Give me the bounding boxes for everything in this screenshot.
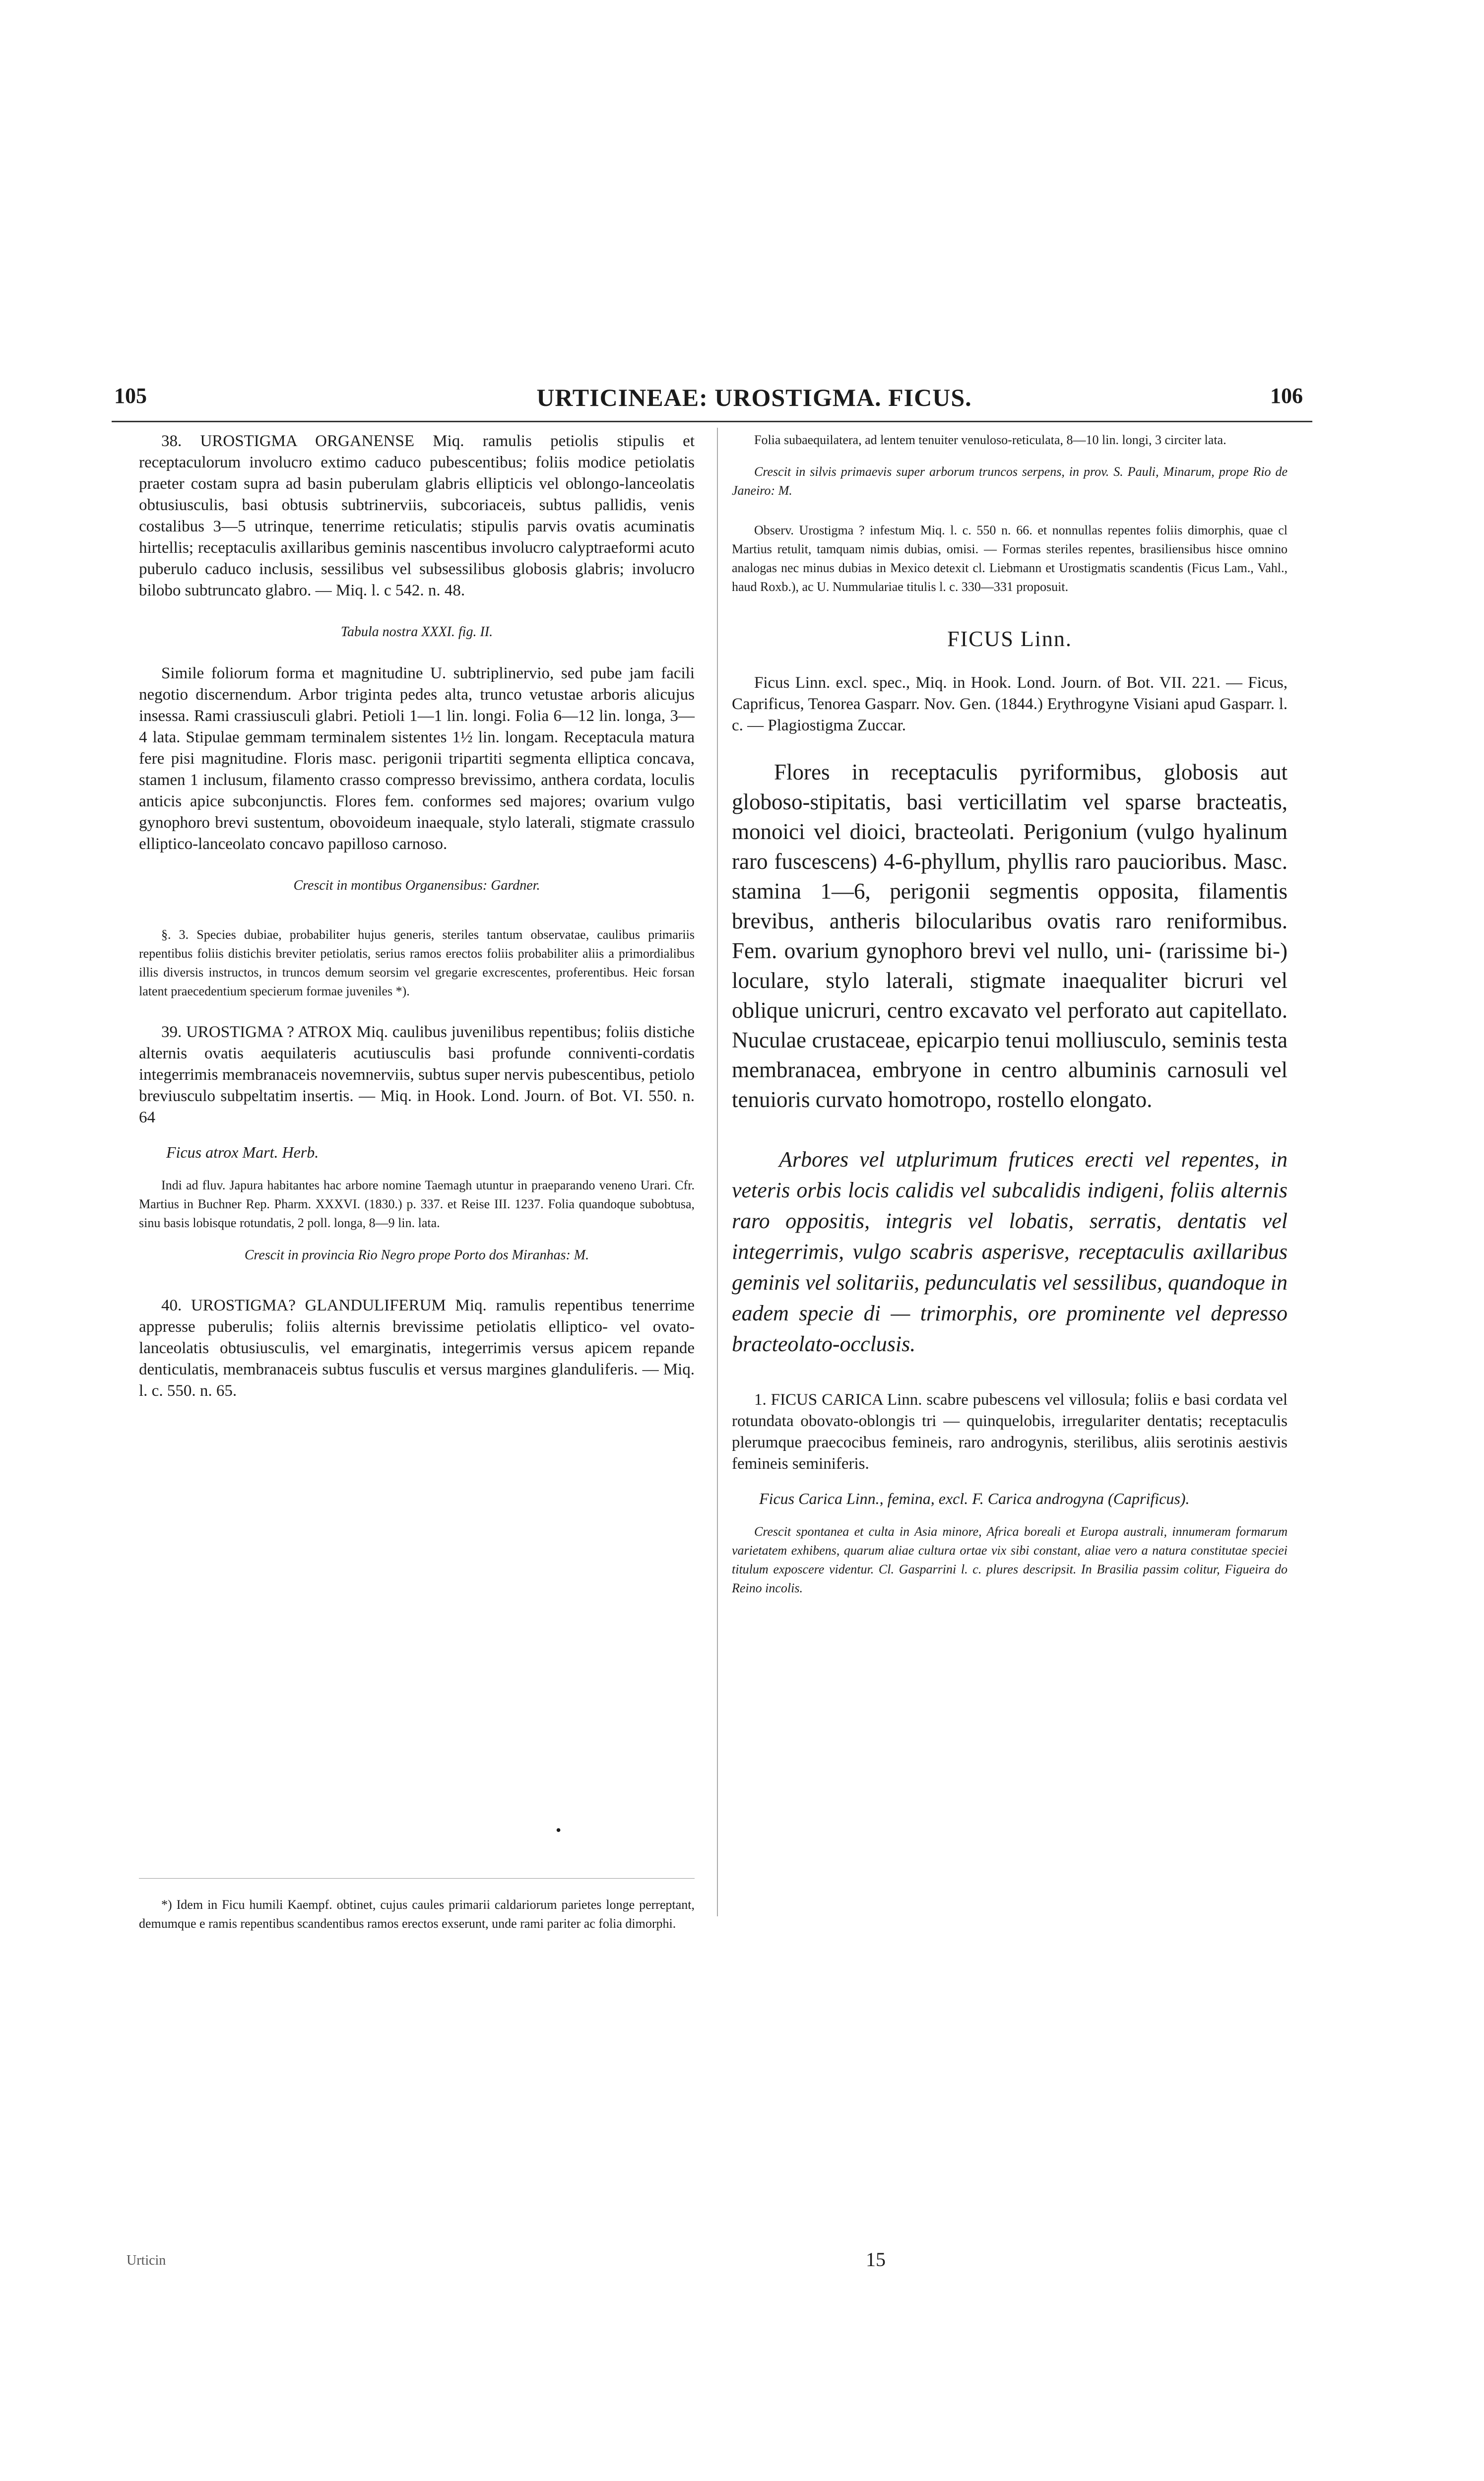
species-39-diagnosis: 39. UROSTIGMA ? ATROX Miq. caulibus juvenilibus repentibus; foliis distiche alternis ovatis aequilateris acutiusculis basi profunde conniventi-cordatis integerrimis membranaceis novemnerviis, subtus super nervis pubescentibus, petiolo breviusculo subpeltatim insertis. — Miq. in Hook. Lond. Journ. of Bot. VI. 550. n. 64	[139, 1023, 695, 1126]
page-number-left: 105	[114, 384, 147, 408]
section-3-dubious: §. 3. Species dubiae, probabiliter hujus generis, steriles tantum observatae, caulibus primariis repentibus foliis distichis breviter petiolatis, serius ramos erectos foliis probabiliter aliis a primordialibus illis diversis instructos, in truncos demum seorsim vel gregarie excrescentes, proferentibus. Heic forsan latent praecedentium specierum formae juveniles *).	[139, 927, 695, 998]
column-divider	[717, 428, 718, 1916]
running-head: URTICINEAE: UROSTIGMA. FICUS.	[536, 384, 972, 411]
species-39-note: Indi ad fluv. Japura habitantes hac arbore nomine Taemagh utuntur in praeparando veneno Urari. Cfr. Martius in Buchner Rep. Pharm. XXXVI. (1830.) p. 337. et Reise III. 1237. Folia quandoque subobtusa, sinu basis lobisque rotundatis, 2 poll. longa, 8—9 lin. lata.	[139, 1178, 695, 1230]
genus-synonymy: Ficus Linn. excl. spec., Miq. in Hook. Lond. Journ. of Bot. VII. 221. — Ficus, Caprificus, Tenorea Gasparr. Nov. Gen. (1844.) Erythrogyne Visiani apud Gasparr. l. c. — Plagiostigma Zuccar.	[732, 674, 1288, 734]
genus-description: Flores in receptaculis pyriformibus, globosis aut globoso-stipitatis, basi verticillatim vel sparse bracteatis, monoici vel dioici, bracteolati. Perigonium (vulgo hyalinum raro fuscescens) 4-6-phyllum, phyllis raro paucioribus. Masc. stamina 1—6, perigonii segmentis opposita, filamentis brevibus, antheris bilocularibus ovatis raro reniformibus. Fem. ovarium gynophoro brevi vel nullo, uni- (rarissime bi-) loculare, stylo laterali, stigmate inaequaliter bicruri vel oblique unicruri, centro excavato vel perforato aut capitellato. Nuculae crustaceae, epicarpio tenui molliusculo, seminis testa membranacea, embryone in centro albuminis carnosuli vel tenuioris curvato homotropo, rostello elongato.	[732, 760, 1288, 1112]
species-38-locality: Crescit in montibus Organensibus: Gardner.	[293, 878, 540, 893]
footnote-rule	[139, 1878, 695, 1879]
genus-title: FICUS Linn.	[947, 627, 1072, 651]
genus-habit: Arbores vel utplurimum frutices erecti vel repentes, in veteris orbis locis calidis vel subcalidis indigeni, foliis alternis raro oppositis, integris vel lobatis, serratis, dentatis vel integerrimis, vulgo scabris asperisve, receptaculis axillaribus geminis vel solitariis, pedunculatis vel sessilibus, quandoque in eadem specie di — trimorphis, ore prominente vel depresso bracteolato-occlusis.	[732, 1147, 1288, 1356]
header-rule	[112, 421, 1312, 422]
left-column	[139, 431, 695, 1402]
species-38-description: Simile foliorum forma et magnitudine U. subtriplinervio, sed pube jam facili negotio discernendum. Arbor triginta pedes alta, trunco vetustae arboris alicujus insessa. Rami crassiusculi glabri. Petioli 1—1 lin. longi. Folia 6—12 lin. longa, 3—4 lata. Stipulae gemmam terminalem sistentes 1½ lin. longam. Receptacula matura fere pisi magnitudine. Floris masc. perigonii tripartiti segmenta elliptica concava, stamen 1 inclusum, filamento crasso compresso brevissimo, anthera cordata, loculis anticis apice subconjunctis. Flores fem. conformes sed majores; ovarium vulgo gynophoro brevi sustentum, obovoideum inaequale, stylo laterali, stigmate crassulo elliptico-lanceolato concavo papilloso carnoso.	[139, 664, 695, 853]
species-40-diagnosis: 40. UROSTIGMA? GLANDULIFERUM Miq. ramulis repentibus tenerrime appresse puberulis; foliis alternis brevissime petiolatis elliptico- vel ovato-lanceolatis obtusiusculis, vel emarginatis, integerrimis versus apicem repande denticulatis, membranaceis subtus fusculis et versus margines glanduliferis. — Miq. l. c. 550. n. 65.	[139, 1297, 695, 1400]
stray-mark: •	[556, 1821, 562, 1839]
species-38-diagnosis: 38. UROSTIGMA ORGANENSE Miq. ramulis petiolis stipulis et receptaculorum involucro extimo caduco pubescentibus; foliis modice petiolatis praeter costam supra ad basin puberulam glabris ellipticis vel oblongo-lanceolatis obtusiusculis, basi obtusis subtrinerviis, subcoriaceis, subtus pallidis, venis costalibus 3—5 utrinque, tenerrime reticulatis; stipulis parvis ovatis acuminatis hirtellis; receptaculis axillaribus geminis nascentibus involucro calyptraeformi acuto puberulo caduco inclusis, sessilibus vel subsessilibus globosis glabris; involucro bilobo subtruncato glabro. — Miq. l. c 542. n. 48.	[139, 432, 695, 599]
species-1-synonym: Ficus Carica Linn., femina, excl. F. Carica androgyna (Caprificus).	[759, 1490, 1190, 1507]
footnote-text: *) Idem in Ficu humili Kaempf. obtinet, cujus caules primarii caldariorum parietes longe perreptant, demumque e ramis repentibus scandentibus ramos erectos exserunt, unde rami pariter ac folia dimorphi.	[139, 1897, 695, 1931]
species-39-synonym: Ficus atrox Mart. Herb.	[166, 1143, 319, 1161]
observation-note: Observ. Urostigma ? infestum Miq. l. c. 550 n. 66. et nonnullas repentes foliis dimorphis, quae cl Martius retulit, tamquam nimis dubias, omisi. — Formas steriles repentes, brasiliensibus hisce omnino analogas nec minus dubias in Mexico detexit cl. Liebmann et Urostigmatis scandentis (Ficus Lam., Vahl., haud Roxb.), ac U. Nummulariae titulis l. c. 330—331 proposuit.	[732, 523, 1288, 594]
species-1-diagnosis: 1. FICUS CARICA Linn. scabre pubescens vel villosula; foliis e basi cordata vel rotundata obovato-oblongis tri — quinquelobis, irregulariter dentatis; receptaculis plerumque praecocibus femineis, raro androgynis, sterilibus, aliis serotinis aestivis femineis seminiferis.	[732, 1391, 1288, 1473]
page-number-right: 106	[1270, 384, 1303, 408]
right-column	[732, 431, 1288, 1598]
signature-mark: Urticin	[127, 2253, 166, 2268]
species-40-locality: Crescit in silvis primaevis super arborum truncos serpens, in prov. S. Pauli, Minarum, prope Rio de Janeiro: M.	[732, 464, 1288, 498]
sheet-number: 15	[866, 2248, 886, 2271]
species-1-locality: Crescit spontanea et culta in Asia minore, Africa boreali et Europa australi, innumeram formarum varietatem exhibens, quarum aliae cultura ortae vix sibi constant, aliae vero a natura constitutae speciei titulum exposcere videntur. Cl. Gasparrini l. c. plures descripsit. In Brasilia passim colitur, Figueira do Reino incolis.	[732, 1524, 1288, 1595]
species-39-locality: Crescit in provincia Rio Negro prope Porto dos Miranhas: M.	[244, 1247, 589, 1263]
species-40-continued: Folia subaequilatera, ad lentem tenuiter venuloso-reticulata, 8—10 lin. longi, 3 circiter lata.	[754, 433, 1226, 447]
species-38-plate: Tabula nostra XXXI. fig. II.	[340, 624, 493, 640]
footnote	[139, 1895, 695, 1933]
